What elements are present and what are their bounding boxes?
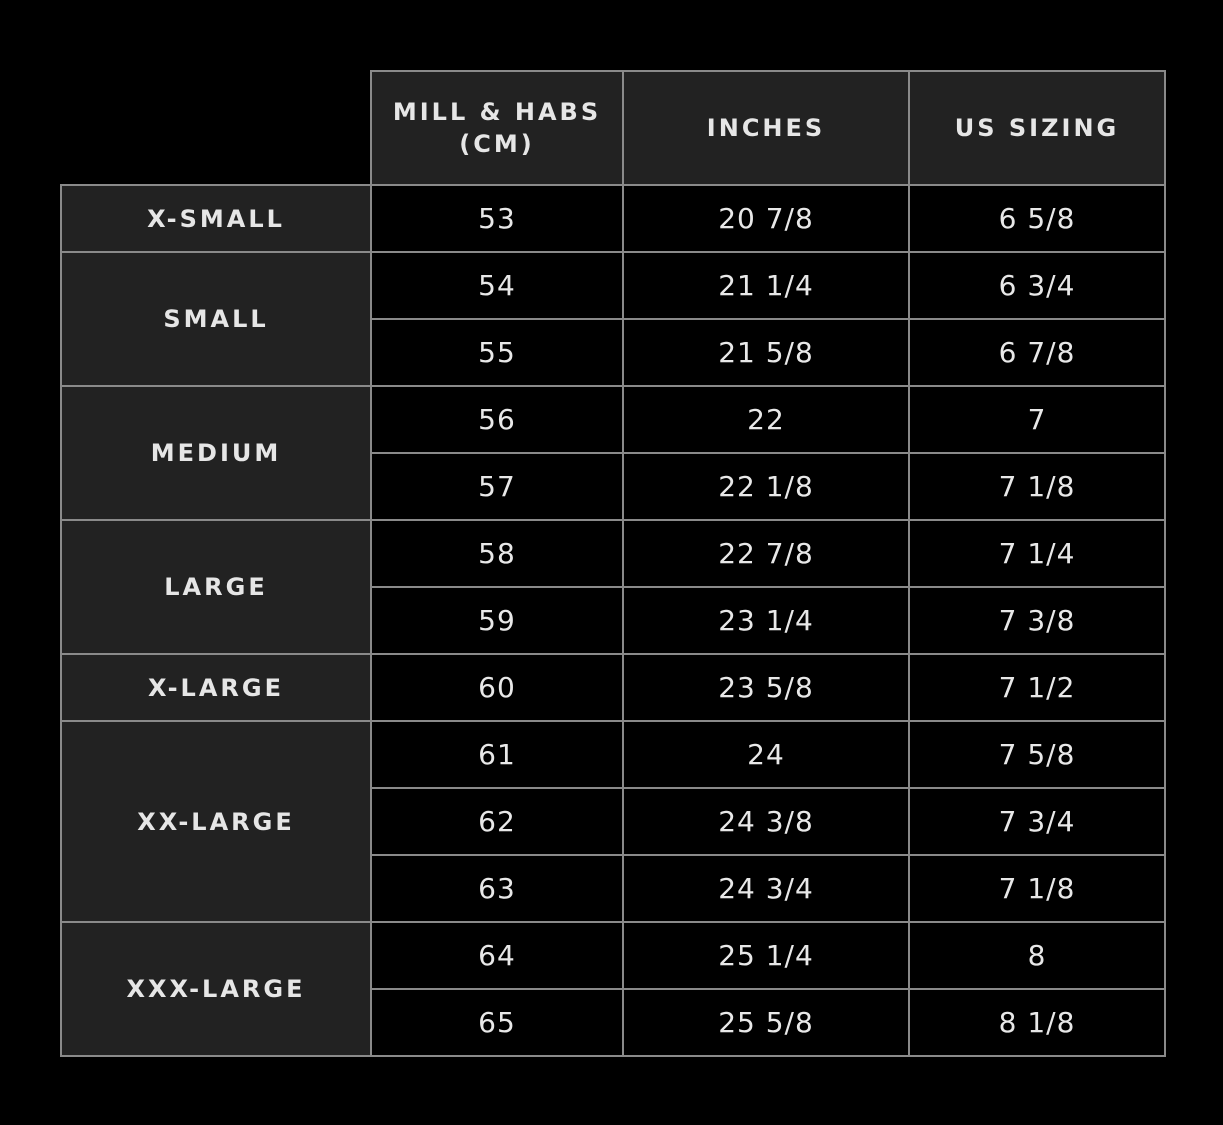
- inches-value: 24 3/8: [623, 788, 909, 855]
- us-size-value: 6 3/4: [909, 252, 1165, 319]
- us-size-value: 7: [909, 386, 1165, 453]
- size-table-body: [61, 185, 1165, 1056]
- size-label: SMALL: [61, 252, 371, 386]
- cm-value: 62: [371, 788, 623, 855]
- header-row: [61, 71, 1165, 185]
- size-row: [61, 654, 1165, 721]
- inches-value: 24 3/4: [623, 855, 909, 922]
- size-row: [61, 520, 1165, 587]
- us-size-value: 7 1/2: [909, 654, 1165, 721]
- cm-value: 63: [371, 855, 623, 922]
- cm-value: 59: [371, 587, 623, 654]
- us-size-value: 8: [909, 922, 1165, 989]
- cm-value: 54: [371, 252, 623, 319]
- size-label: X-SMALL: [61, 185, 371, 252]
- cm-value: 53: [371, 185, 623, 252]
- size-label: LARGE: [61, 520, 371, 654]
- inches-value: 22: [623, 386, 909, 453]
- us-size-value: 7 1/4: [909, 520, 1165, 587]
- inches-value: 25 1/4: [623, 922, 909, 989]
- inches-value: 21 1/4: [623, 252, 909, 319]
- size-label: XX-LARGE: [61, 721, 371, 922]
- inches-value: 23 5/8: [623, 654, 909, 721]
- header-corner: [61, 71, 371, 185]
- size-label: XXX-LARGE: [61, 922, 371, 1056]
- us-size-value: 7 3/8: [909, 587, 1165, 654]
- size-row: [61, 386, 1165, 453]
- inches-value: 23 1/4: [623, 587, 909, 654]
- cm-value: 57: [371, 453, 623, 520]
- cm-value: 64: [371, 922, 623, 989]
- cm-value: 65: [371, 989, 623, 1056]
- header-mill-habs-line1: MILL & HABS: [392, 98, 602, 126]
- size-row: [61, 721, 1165, 788]
- header-mill-habs-line2: (CM): [459, 130, 535, 158]
- size-chart-table: [60, 70, 1166, 1057]
- us-size-value: 7 5/8: [909, 721, 1165, 788]
- size-label: X-LARGE: [61, 654, 371, 721]
- us-size-value: 6 5/8: [909, 185, 1165, 252]
- us-size-value: 7 3/4: [909, 788, 1165, 855]
- header-us-sizing: US SIZING: [909, 71, 1165, 185]
- cm-value: 61: [371, 721, 623, 788]
- us-size-value: 6 7/8: [909, 319, 1165, 386]
- header-mill-habs-cm: [371, 71, 623, 185]
- size-row: [61, 252, 1165, 319]
- inches-value: 22 1/8: [623, 453, 909, 520]
- inches-value: 25 5/8: [623, 989, 909, 1056]
- inches-value: 21 5/8: [623, 319, 909, 386]
- size-row: [61, 185, 1165, 252]
- inches-value: 20 7/8: [623, 185, 909, 252]
- us-size-value: 7 1/8: [909, 855, 1165, 922]
- cm-value: 58: [371, 520, 623, 587]
- header-inches: INCHES: [623, 71, 909, 185]
- size-row: [61, 922, 1165, 989]
- us-size-value: 8 1/8: [909, 989, 1165, 1056]
- size-label: MEDIUM: [61, 386, 371, 520]
- inches-value: 24: [623, 721, 909, 788]
- cm-value: 56: [371, 386, 623, 453]
- cm-value: 55: [371, 319, 623, 386]
- us-size-value: 7 1/8: [909, 453, 1165, 520]
- cm-value: 60: [371, 654, 623, 721]
- inches-value: 22 7/8: [623, 520, 909, 587]
